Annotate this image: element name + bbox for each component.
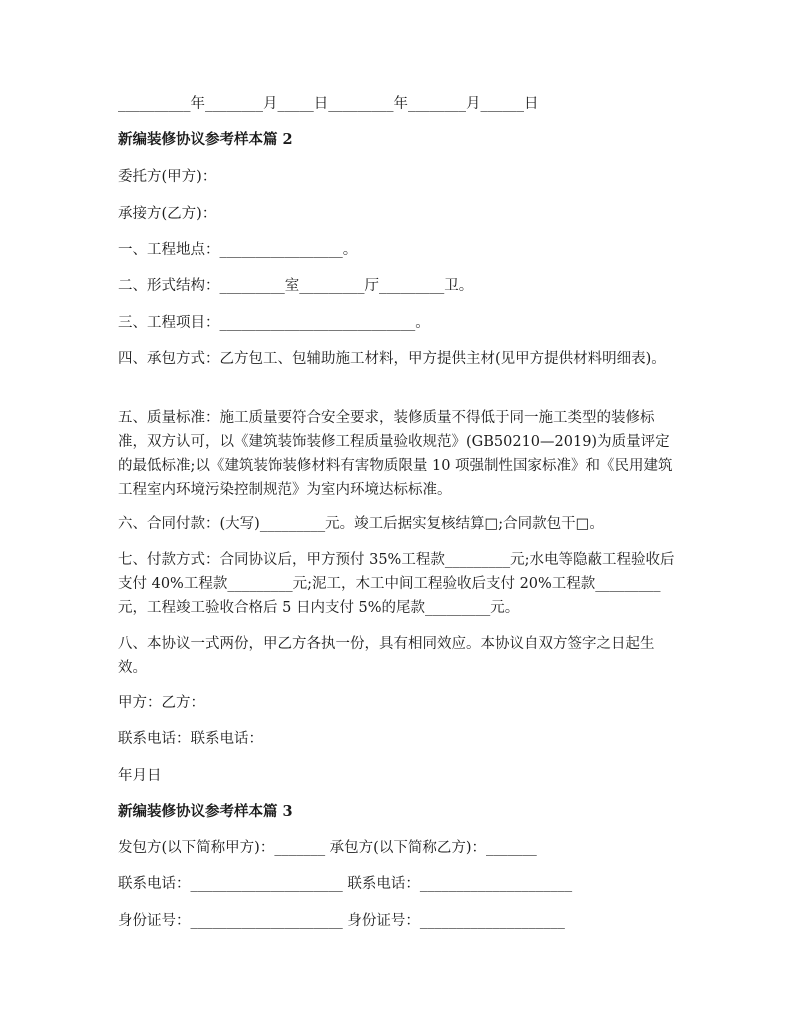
clause-4-contract-method: 四、承包方式：乙方包工、包辅助施工材料，甲方提供主材(见甲方提供材料明细表)。 [118, 351, 666, 367]
section2-title: 新编装修协议参考样本篇 2 [118, 131, 293, 148]
clause-2-structure: 二、形式结构：_________室_________厅_________卫。 [118, 278, 474, 294]
clause-7-payment-method: 七、付款方式：合同协议后，甲方预付 35%工程款_________元;水电等隐蔽工程验收后支付 40%工程款_________元;泥工，木工中间工程验收后支付 20%工程款_________元，工程竣工验收合格后 5 日内支付 5%的尾款_________元。 [118, 552, 675, 616]
client-label: 委托方(甲方)： [118, 169, 217, 185]
date-line: __________年________月_____日_________年________月______日 [118, 96, 539, 112]
clause-6-payment-amount: 六、合同付款：(大写)_________元。竣工后据实复核结算□;合同款包干□。 [118, 516, 604, 532]
contractor-label: 承接方(乙方)： [118, 206, 217, 222]
section3-ids: 身份证号：_____________________ 身份证号：____________________ [118, 913, 565, 929]
clause-5-quality-standard: 五、质量标准：施工质量要符合安全要求，装修质量不得低于同一施工类型的装修标准，双方认可，以《建筑装饰装修工程质量验收规范》(GB50210—2019)为质量评定的最低标准;以《建筑装饰装修材料有害物质限量 10 项强制性国家标准》和《民用建筑工程室内环境污染控制规范》为室内环境达标标准。 [118, 410, 673, 498]
clause-1-location: 一、工程地点：_________________。 [118, 242, 358, 258]
signature-parties: 甲方：乙方： [118, 695, 205, 711]
signature-date: 年月日 [118, 768, 162, 784]
section3-phones: 联系电话：_____________________ 联系电话：_____________________ [118, 876, 573, 892]
section3-title: 新编装修协议参考样本篇 3 [118, 803, 293, 820]
section3-parties: 发包方(以下简称甲方)：_______ 承包方(以下简称乙方)：_______ [118, 840, 537, 856]
signature-phones: 联系电话：联系电话： [118, 731, 263, 747]
clause-3-project: 三、工程项目：___________________________。 [118, 315, 430, 331]
clause-8-copies: 八、本协议一式两份，甲乙方各执一份，具有相同效应。本协议自双方签字之日起生效。 [118, 636, 655, 676]
